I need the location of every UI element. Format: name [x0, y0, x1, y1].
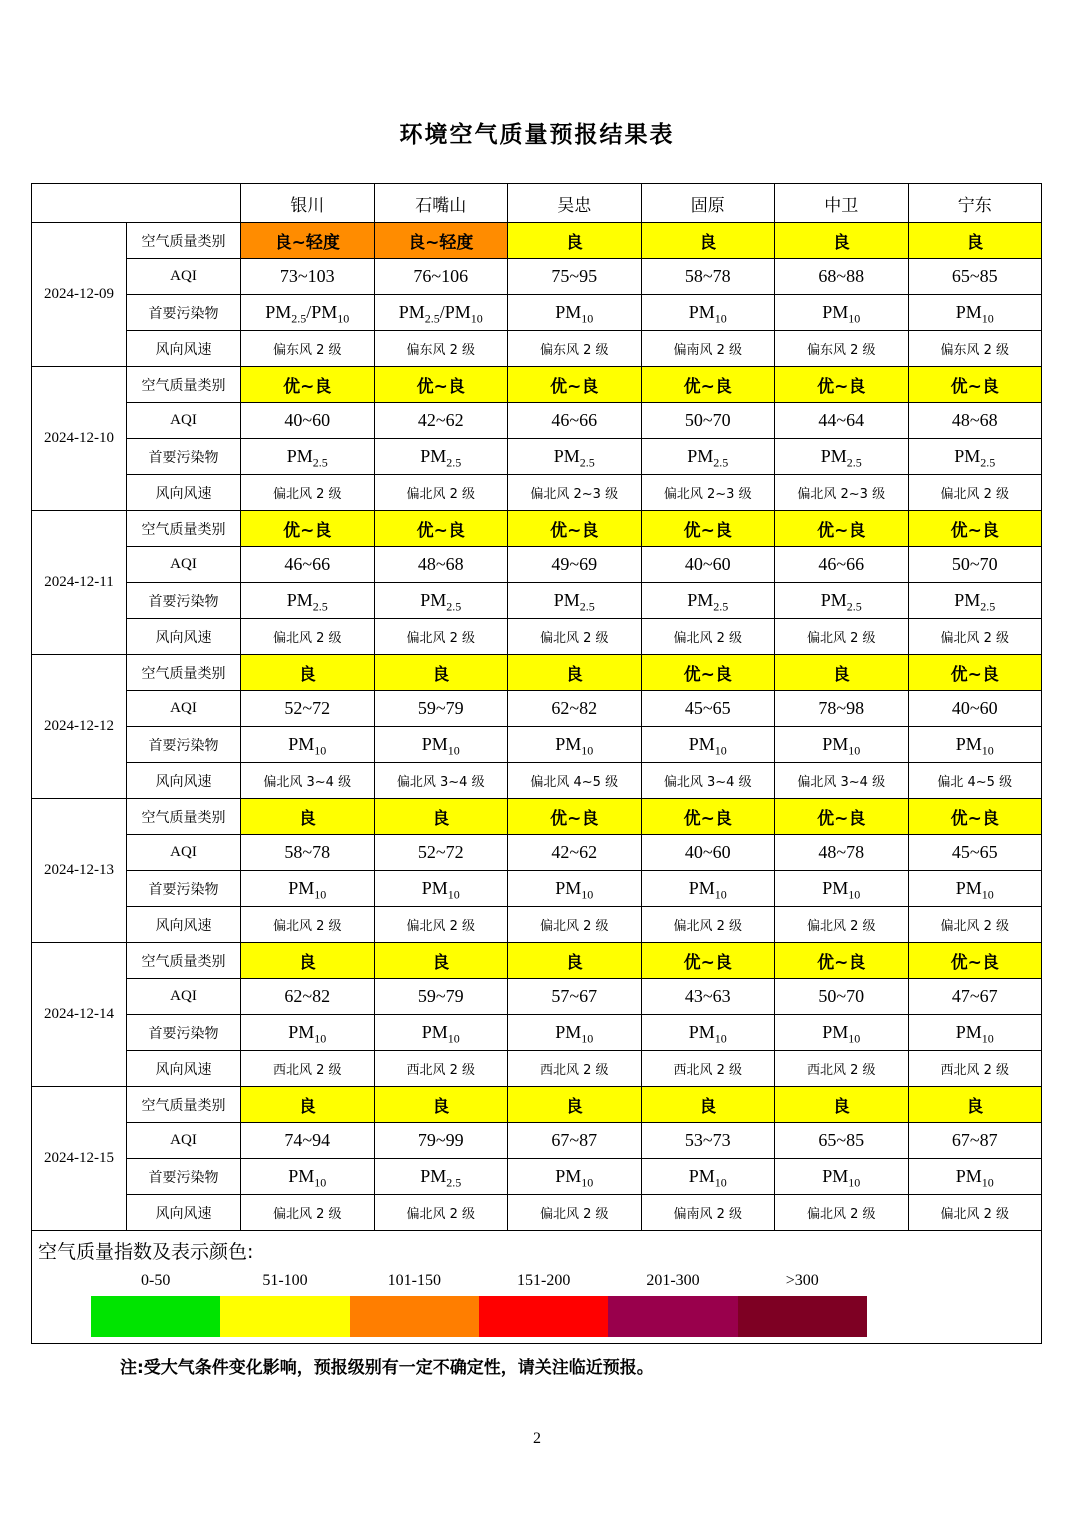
pollutant-cell: $PM_{10}$ [641, 727, 775, 763]
row-label-aqi: AQI [127, 547, 241, 583]
pollutant-cell: $PM_{2.5}$ [374, 1159, 508, 1195]
wind-cell: 偏北风 2 级 [908, 475, 1042, 511]
aqi-cell: 59~79 [374, 979, 508, 1015]
row-label-category: 空气质量类别 [127, 655, 241, 691]
forecast-table-body [32, 184, 1042, 1231]
row-label-wind: 风向风速 [127, 475, 241, 511]
legend-swatch [608, 1296, 737, 1337]
wind-cell: 西北风 2 级 [241, 1051, 375, 1087]
category-cell: 优~良 [508, 367, 642, 403]
row-label-category: 空气质量类别 [127, 943, 241, 979]
wind-cell: 偏北风 2 级 [908, 907, 1042, 943]
aqi-cell: 67~87 [508, 1123, 642, 1159]
wind-cell: 偏东风 2 级 [908, 331, 1042, 367]
category-cell: 良 [775, 655, 909, 691]
wind-cell: 西北风 2 级 [508, 1051, 642, 1087]
category-cell: 良 [374, 655, 508, 691]
wind-cell: 偏北风 4~5 级 [508, 763, 642, 799]
pollutant-cell: $PM_{10}$ [908, 727, 1042, 763]
category-cell: 良 [775, 223, 909, 259]
forecast-table [31, 183, 1042, 1231]
pollutant-cell: $PM_{10}$ [908, 1015, 1042, 1051]
category-cell: 良 [374, 943, 508, 979]
category-cell: 优~良 [908, 367, 1042, 403]
wind-cell: 偏北风 2 级 [508, 619, 642, 655]
row-label-wind: 风向风速 [127, 907, 241, 943]
wind-cell: 偏北风 2 级 [241, 475, 375, 511]
pollutant-cell: $PM_{10}$ [775, 727, 909, 763]
category-cell: 良 [508, 1087, 642, 1123]
aqi-cell: 42~62 [508, 835, 642, 871]
wind-cell: 偏北风 2~3 级 [775, 475, 909, 511]
legend-range-label: 101-150 [387, 1272, 441, 1289]
date-cell: 2024-12-15 [32, 1087, 127, 1231]
legend-swatch [91, 1296, 220, 1337]
city-header: 中卫 [775, 184, 909, 223]
category-cell: 良 [908, 223, 1042, 259]
pollutant-cell: $PM_{2.5}$ [374, 439, 508, 475]
category-cell: 优~良 [374, 511, 508, 547]
aqi-cell: 53~73 [641, 1123, 775, 1159]
pollutant-cell: $PM_{10}$ [775, 295, 909, 331]
aqi-cell: 62~82 [508, 691, 642, 727]
pollutant-cell: $PM_{2.5}$ [775, 439, 909, 475]
category-cell: 良 [374, 799, 508, 835]
wind-cell: 偏北风 2 级 [641, 907, 775, 943]
category-cell: 优~良 [241, 367, 375, 403]
category-cell: 优~良 [908, 943, 1042, 979]
category-cell: 优~良 [775, 511, 909, 547]
row-label-wind: 风向风速 [127, 331, 241, 367]
aqi-cell: 46~66 [241, 547, 375, 583]
aqi-legend [31, 1231, 1042, 1344]
pollutant-cell: $PM_{2.5}$ [641, 439, 775, 475]
wind-cell: 偏北 4~5 级 [908, 763, 1042, 799]
row-label-aqi: AQI [127, 259, 241, 295]
category-cell: 优~良 [508, 799, 642, 835]
pollutant-cell: $PM_{10}$ [241, 1159, 375, 1195]
pollutant-cell: $PM_{10}$ [241, 727, 375, 763]
category-cell: 优~良 [374, 367, 508, 403]
pollutant-cell: $PM_{10}$ [374, 871, 508, 907]
wind-cell: 偏南风 2 级 [641, 331, 775, 367]
wind-cell: 偏北风 2 级 [241, 619, 375, 655]
row-label-category: 空气质量类别 [127, 367, 241, 403]
category-cell: 良 [508, 655, 642, 691]
row-label-pollutant: 首要污染物 [127, 871, 241, 907]
row-label-aqi: AQI [127, 403, 241, 439]
wind-cell: 偏东风 2 级 [775, 331, 909, 367]
category-cell: 优~良 [908, 511, 1042, 547]
pollutant-cell: $PM_{10}$ [508, 871, 642, 907]
aqi-cell: 76~106 [374, 259, 508, 295]
aqi-cell: 68~88 [775, 259, 909, 295]
row-label-category: 空气质量类别 [127, 511, 241, 547]
pollutant-cell: $PM_{10}$ [374, 1015, 508, 1051]
date-cell: 2024-12-09 [32, 223, 127, 367]
date-cell: 2024-12-11 [32, 511, 127, 655]
pollutant-cell: $PM_{10}$ [775, 1015, 909, 1051]
wind-cell: 偏北风 2 级 [374, 475, 508, 511]
aqi-cell: 45~65 [908, 835, 1042, 871]
wind-cell: 偏北风 2 级 [508, 1195, 642, 1231]
row-label-pollutant: 首要污染物 [127, 727, 241, 763]
aqi-cell: 58~78 [641, 259, 775, 295]
aqi-cell: 46~66 [508, 403, 642, 439]
pollutant-cell: $PM_{2.5}$ [641, 583, 775, 619]
category-cell: 优~良 [775, 367, 909, 403]
aqi-cell: 42~62 [374, 403, 508, 439]
pollutant-cell: $PM_{2.5}$ [908, 439, 1042, 475]
row-label-wind: 风向风速 [127, 1051, 241, 1087]
row-label-pollutant: 首要污染物 [127, 1015, 241, 1051]
pollutant-cell: $PM_{10}$ [241, 1015, 375, 1051]
aqi-cell: 47~67 [908, 979, 1042, 1015]
row-label-aqi: AQI [127, 835, 241, 871]
wind-cell: 偏北风 2~3 级 [508, 475, 642, 511]
legend-swatches [91, 1296, 867, 1337]
aqi-cell: 73~103 [241, 259, 375, 295]
pollutant-cell: $PM_{10}$ [908, 1159, 1042, 1195]
aqi-cell: 48~68 [374, 547, 508, 583]
category-cell: 良~轻度 [374, 223, 508, 259]
pollutant-cell: $PM_{2.5}$ [908, 583, 1042, 619]
aqi-cell: 75~95 [508, 259, 642, 295]
aqi-cell: 43~63 [641, 979, 775, 1015]
category-cell: 优~良 [641, 367, 775, 403]
wind-cell: 偏北风 2 级 [241, 907, 375, 943]
legend-title: 空气质量指数及表示颜色: [38, 1241, 254, 1263]
aqi-cell: 59~79 [374, 691, 508, 727]
wind-cell: 偏北风 2 级 [374, 1195, 508, 1231]
wind-cell: 偏北风 2 级 [508, 907, 642, 943]
category-cell: 优~良 [908, 799, 1042, 835]
row-label-wind: 风向风速 [127, 619, 241, 655]
pollutant-cell: $PM_{10}$ [908, 871, 1042, 907]
category-cell: 优~良 [641, 799, 775, 835]
legend-swatch [220, 1296, 349, 1337]
legend-range-label: 151-200 [516, 1272, 571, 1289]
pollutant-cell: $PM_{10}$ [508, 727, 642, 763]
wind-cell: 偏北风 3~4 级 [374, 763, 508, 799]
pollutant-cell: $PM_{2.5}$ [508, 439, 642, 475]
row-label-pollutant: 首要污染物 [127, 1159, 241, 1195]
legend-swatch [738, 1296, 867, 1337]
wind-cell: 偏北风 2 级 [241, 1195, 375, 1231]
category-cell: 优~良 [241, 511, 375, 547]
aqi-cell: 74~94 [241, 1123, 375, 1159]
pollutant-cell: $PM_{2.5}$ [374, 583, 508, 619]
row-label-aqi: AQI [127, 1123, 241, 1159]
date-cell: 2024-12-10 [32, 367, 127, 511]
row-label-pollutant: 首要污染物 [127, 295, 241, 331]
category-cell: 良 [508, 943, 642, 979]
legend-range-label: 51-100 [262, 1272, 308, 1289]
pollutant-cell: $PM_{10}$ [775, 871, 909, 907]
pollutant-cell: $PM_{10}$ [641, 295, 775, 331]
aqi-cell: 48~68 [908, 403, 1042, 439]
page-title: 环境空气质量预报结果表 [399, 122, 675, 148]
aqi-cell: 58~78 [241, 835, 375, 871]
category-cell: 良 [374, 1087, 508, 1123]
date-cell: 2024-12-14 [32, 943, 127, 1087]
pollutant-cell: $PM_{2.5}/PM_{10}$ [241, 295, 375, 331]
legend-range-label: 201-300 [646, 1272, 700, 1289]
wind-cell: 偏北风 2 级 [775, 907, 909, 943]
pollutant-cell: $PM_{2.5}/PM_{10}$ [374, 295, 508, 331]
wind-cell: 偏北风 3~4 级 [775, 763, 909, 799]
city-header: 吴忠 [508, 184, 642, 223]
wind-cell: 偏北风 2 级 [374, 907, 508, 943]
date-cell: 2024-12-12 [32, 655, 127, 799]
aqi-cell: 49~69 [508, 547, 642, 583]
pollutant-cell: $PM_{2.5}$ [241, 439, 375, 475]
aqi-cell: 45~65 [641, 691, 775, 727]
row-label-category: 空气质量类别 [127, 223, 241, 259]
pollutant-cell: $PM_{10}$ [508, 295, 642, 331]
row-label-pollutant: 首要污染物 [127, 439, 241, 475]
category-cell: 优~良 [641, 655, 775, 691]
city-header: 宁东 [908, 184, 1042, 223]
category-cell: 优~良 [641, 511, 775, 547]
category-cell: 优~良 [508, 511, 642, 547]
aqi-cell: 40~60 [241, 403, 375, 439]
legend-ranges [91, 1272, 867, 1290]
wind-cell: 偏东风 2 级 [508, 331, 642, 367]
wind-cell: 偏北风 2 级 [775, 619, 909, 655]
aqi-cell: 46~66 [775, 547, 909, 583]
category-cell: 良 [241, 655, 375, 691]
city-header: 固原 [641, 184, 775, 223]
wind-cell: 西北风 2 级 [775, 1051, 909, 1087]
city-header: 银川 [241, 184, 375, 223]
corner-cell [32, 184, 241, 223]
pollutant-cell: $PM_{10}$ [641, 1159, 775, 1195]
category-cell: 优~良 [641, 943, 775, 979]
pollutant-cell: $PM_{10}$ [374, 727, 508, 763]
wind-cell: 偏北风 2 级 [908, 619, 1042, 655]
row-label-aqi: AQI [127, 979, 241, 1015]
row-label-pollutant: 首要污染物 [127, 583, 241, 619]
category-cell: 良 [241, 799, 375, 835]
legend-range-label: 0-50 [141, 1272, 171, 1289]
aqi-cell: 62~82 [241, 979, 375, 1015]
category-cell: 良~轻度 [241, 223, 375, 259]
row-label-category: 空气质量类别 [127, 799, 241, 835]
aqi-cell: 50~70 [641, 403, 775, 439]
pollutant-cell: $PM_{2.5}$ [241, 583, 375, 619]
aqi-cell: 57~67 [508, 979, 642, 1015]
aqi-cell: 52~72 [241, 691, 375, 727]
category-cell: 优~良 [775, 799, 909, 835]
aqi-cell: 40~60 [908, 691, 1042, 727]
aqi-cell: 48~78 [775, 835, 909, 871]
wind-cell: 偏北风 2 级 [374, 619, 508, 655]
wind-cell: 西北风 2 级 [374, 1051, 508, 1087]
aqi-cell: 44~64 [775, 403, 909, 439]
aqi-cell: 65~85 [775, 1123, 909, 1159]
date-cell: 2024-12-13 [32, 799, 127, 943]
wind-cell: 偏南风 2 级 [641, 1195, 775, 1231]
page-number: 2 [533, 1430, 541, 1447]
city-header: 石嘴山 [374, 184, 508, 223]
wind-cell: 偏北风 2 级 [908, 1195, 1042, 1231]
wind-cell: 偏北风 2 级 [775, 1195, 909, 1231]
wind-cell: 西北风 2 级 [641, 1051, 775, 1087]
aqi-cell: 79~99 [374, 1123, 508, 1159]
wind-cell: 西北风 2 级 [908, 1051, 1042, 1087]
row-label-aqi: AQI [127, 691, 241, 727]
row-label-category: 空气质量类别 [127, 1087, 241, 1123]
aqi-cell: 78~98 [775, 691, 909, 727]
pollutant-cell: $PM_{10}$ [641, 1015, 775, 1051]
legend-range-label: >300 [785, 1272, 819, 1289]
pollutant-cell: $PM_{10}$ [908, 295, 1042, 331]
row-label-wind: 风向风速 [127, 763, 241, 799]
category-cell: 优~良 [775, 943, 909, 979]
pollutant-cell: $PM_{2.5}$ [775, 583, 909, 619]
legend-swatch [479, 1296, 608, 1337]
category-cell: 良 [241, 943, 375, 979]
pollutant-cell: $PM_{2.5}$ [508, 583, 642, 619]
pollutant-cell: $PM_{10}$ [241, 871, 375, 907]
wind-cell: 偏东风 2 级 [241, 331, 375, 367]
aqi-cell: 65~85 [908, 259, 1042, 295]
wind-cell: 偏北风 3~4 级 [641, 763, 775, 799]
category-cell: 良 [641, 1087, 775, 1123]
wind-cell: 偏东风 2 级 [374, 331, 508, 367]
wind-cell: 偏北风 2 级 [641, 619, 775, 655]
wind-cell: 偏北风 3~4 级 [241, 763, 375, 799]
pollutant-cell: $PM_{10}$ [641, 871, 775, 907]
aqi-cell: 40~60 [641, 835, 775, 871]
forecast-note: 注:受大气条件变化影响，预报级别有一定不确定性，请关注临近预报。 [120, 1358, 654, 1378]
aqi-cell: 67~87 [908, 1123, 1042, 1159]
category-cell: 优~良 [908, 655, 1042, 691]
category-cell: 良 [641, 223, 775, 259]
pollutant-cell: $PM_{10}$ [508, 1159, 642, 1195]
category-cell: 良 [908, 1087, 1042, 1123]
row-label-wind: 风向风速 [127, 1195, 241, 1231]
legend-swatch [350, 1296, 479, 1337]
category-cell: 良 [508, 223, 642, 259]
aqi-cell: 50~70 [775, 979, 909, 1015]
wind-cell: 偏北风 2~3 级 [641, 475, 775, 511]
pollutant-cell: $PM_{10}$ [775, 1159, 909, 1195]
pollutant-cell: $PM_{10}$ [508, 1015, 642, 1051]
aqi-cell: 50~70 [908, 547, 1042, 583]
category-cell: 良 [241, 1087, 375, 1123]
category-cell: 良 [775, 1087, 909, 1123]
aqi-cell: 40~60 [641, 547, 775, 583]
aqi-cell: 52~72 [374, 835, 508, 871]
